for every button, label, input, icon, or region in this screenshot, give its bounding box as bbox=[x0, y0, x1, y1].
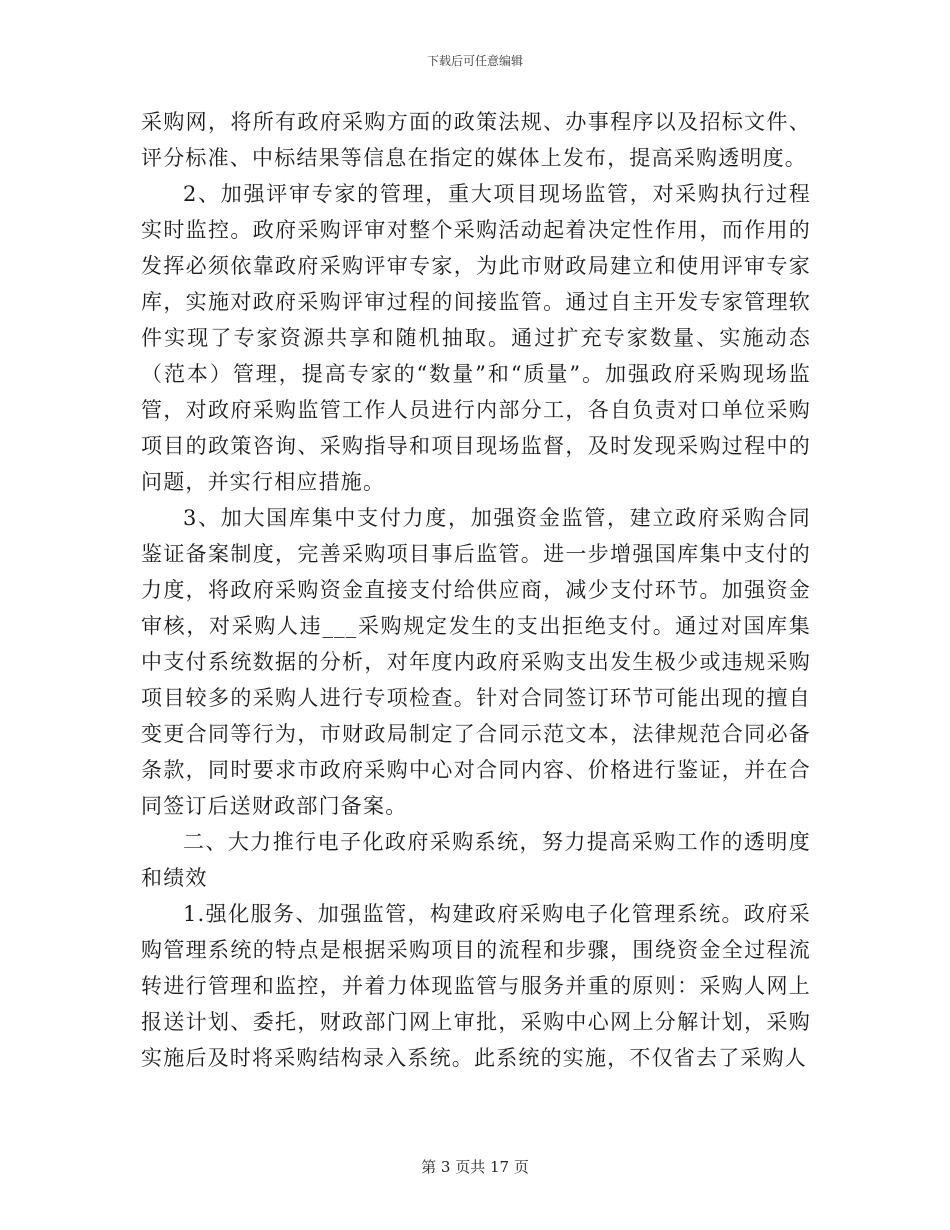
page-footer: 第 3 页共 17 页 bbox=[421, 1158, 529, 1176]
section-heading: 二、大力推行电子化政府采购系统，努力提高采购工作的透明度和绩效 bbox=[141, 830, 811, 890]
paragraph: 3、加大国库集中支付力度，加强资金监管，建立政府采购合同鉴证备案制度，完善采购项目事后监管。进一步增强国库集中支付的力度，将政府采购资金直接支付给供应商，减少支付环节。加强资金审核，对采购人违___采购规定发生的支出拒绝支付。通过对国库集中支付系统数据的分析，对年度内政府采购支出发生极少或违规采购项目较多的采购人进行专项检查。针对合同签订环节可能出现的擅自变更合同等行为，市财政局制定了合同示范文本，法律规范合同必备条款，同时要求市政府采购中心对合同内容、价格进行鉴证，并在合同签订后送财政部门备案。 bbox=[141, 506, 811, 818]
page-header: 下载后可任意编辑 bbox=[426, 54, 523, 68]
paragraph: 2、加强评审专家的管理，重大项目现场监管，对采购执行过程实时监控。政府采购评审对整个采购活动起着决定性作用，而作用的发挥必须依靠政府采购评审专家，为此市财政局建立和使用评审专家库，实施对政府采购评审过程的间接监管。通过自主开发专家管理软件实现了专家资源共享和随机抽取。通过扩充专家数量、实施动态（范本）管理，提高专家的“数量”和“质量”。加强政府采购现场监管，对政府采购监管工作人员进行内部分工，各自负责对口单位采购项目的政策咨询、采购指导和项目现场监督，及时发现采购过程中的问题，并实行相应措施。 bbox=[141, 182, 811, 494]
paragraph: 1.强化服务、加强监管，构建政府采购电子化管理系统。政府采购管理系统的特点是根据采购项目的流程和步骤，围绕资金全过程流转进行管理和监控，并着力体现监管与服务并重的原则：采购人网上报送计划、委托，财政部门网上审批，采购中心网上分解计划，采购实施后及时将采购结构录入系统。此系统的实施，不仅省去了采购人 bbox=[141, 902, 811, 1070]
paragraph: 采购网，将所有政府采购方面的政策法规、办事程序以及招标文件、评分标准、中标结果等信息在指定的媒体上发布，提高采购透明度。 bbox=[141, 110, 811, 170]
document-body bbox=[141, 104, 811, 1076]
